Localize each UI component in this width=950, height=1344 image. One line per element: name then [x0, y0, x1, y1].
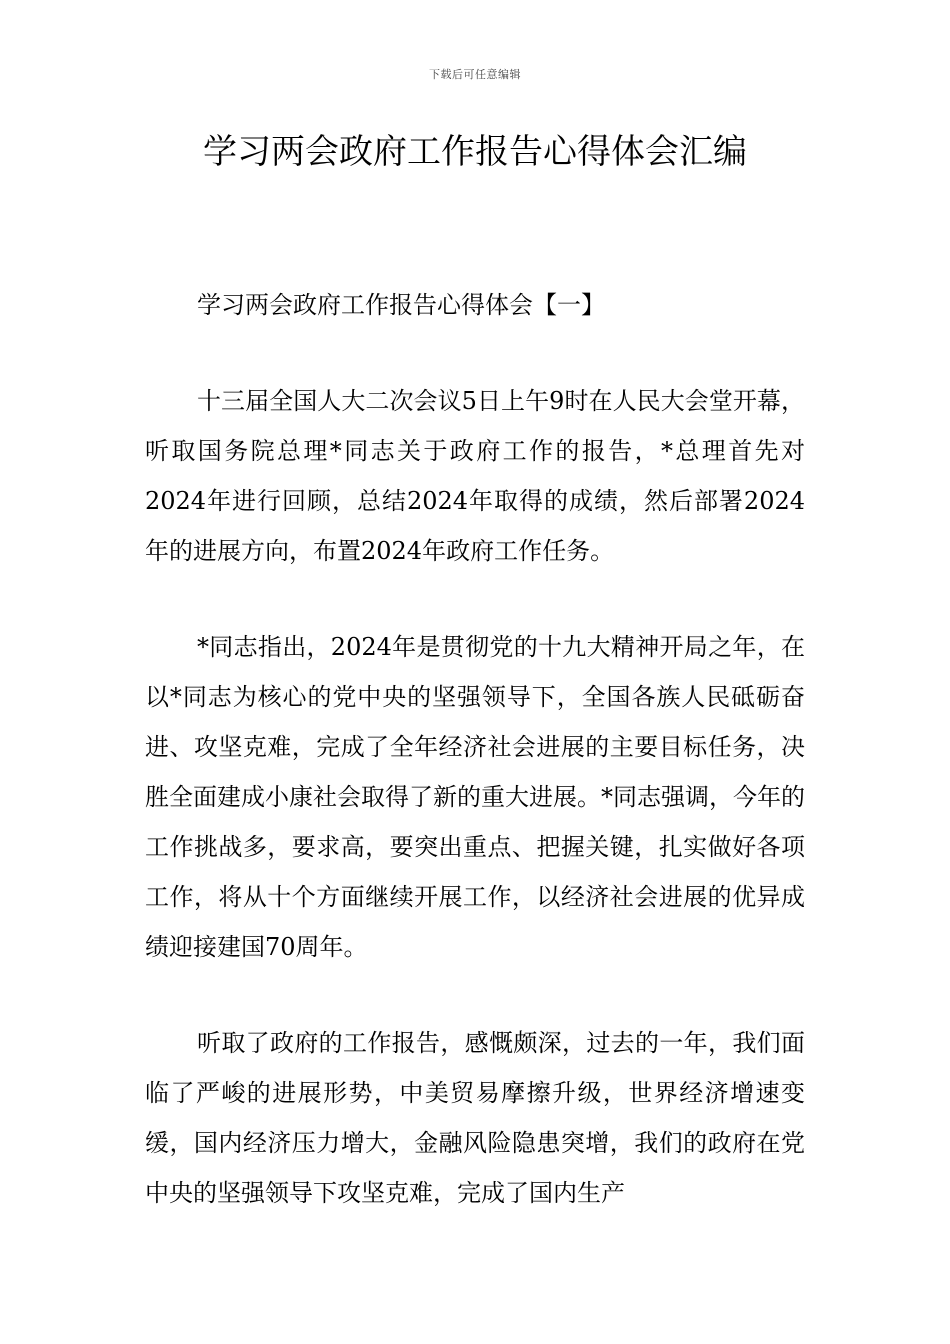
paragraph-spacer [145, 972, 805, 1018]
header-note: 下载后可任意编辑 [429, 68, 521, 81]
document-body [145, 280, 805, 1218]
section-heading: 学习两会政府工作报告心得体会【一】 [197, 291, 605, 319]
paragraph-3: 听取了政府的工作报告，感慨颇深，过去的一年，我们面临了严峻的进展形势，中美贸易摩擦升级，世界经济增速变缓，国内经济压力增大，金融风险隐患突增，我们的政府在党中央的坚强领导下攻坚克难，完成了国内生产 [145, 1029, 805, 1207]
paragraph-1: 十三届全国人大二次会议5日上午9时在人民大会堂开幕，听取国务院总理*同志关于政府工作的报告，*总理首先对2024年进行回顾，总结2024年取得的成绩，然后部署2024年的进展方向，布置2024年政府工作任务。 [145, 387, 805, 565]
document-title: 学习两会政府工作报告心得体会汇编 [203, 132, 747, 172]
paragraph-spacer [145, 330, 805, 376]
paragraph-2: *同志指出，2024年是贯彻党的十九大精神开局之年，在以*同志为核心的党中央的坚强领导下，全国各族人民砥砺奋进、攻坚克难，完成了全年经济社会进展的主要目标任务，决胜全面建成小康社会取得了新的重大进展。*同志强调，今年的工作挑战多，要求高，要突出重点、把握关键，扎实做好各项工作，将从十个方面继续开展工作，以经济社会进展的优异成绩迎接建国70周年。 [145, 633, 805, 961]
paragraph-spacer [145, 576, 805, 622]
